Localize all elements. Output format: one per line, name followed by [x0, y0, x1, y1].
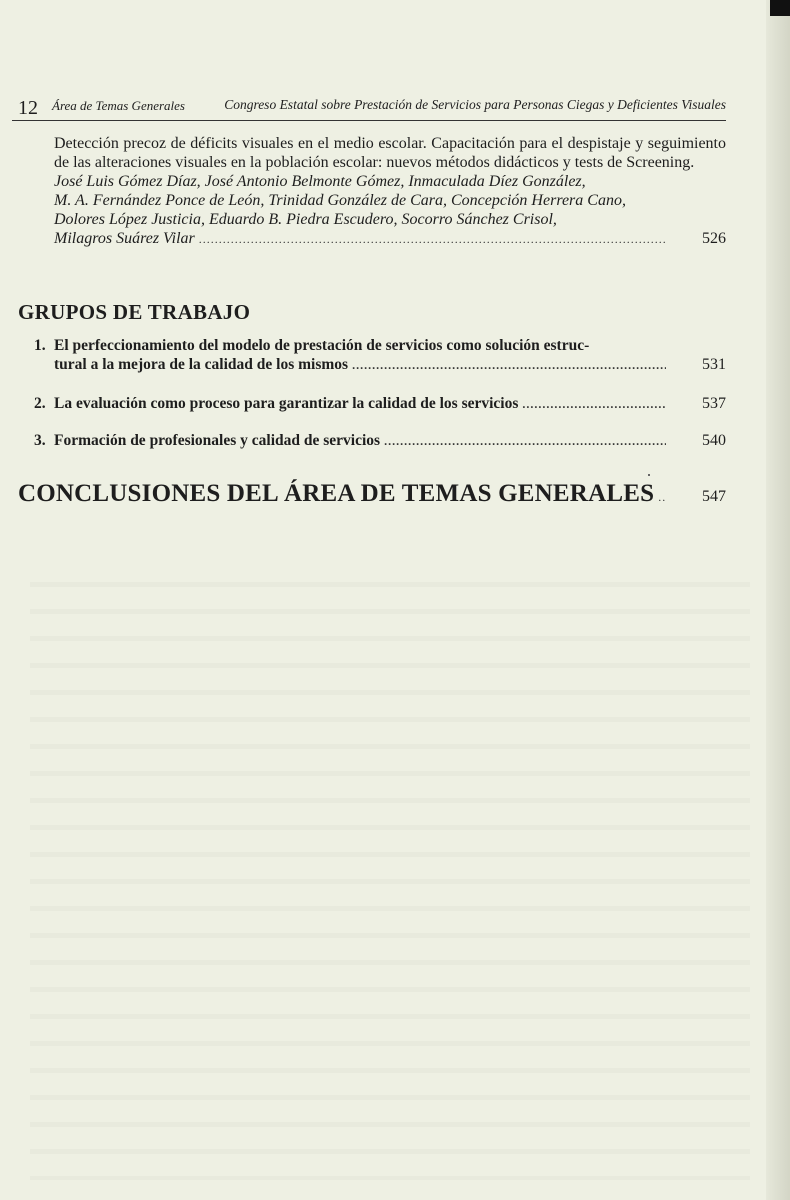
conclusions-page: 547 [702, 488, 726, 505]
conclusions-leader-row [18, 480, 726, 508]
toc-entry-group-1 [34, 336, 726, 375]
dot-leader [199, 230, 666, 249]
corner-mark [770, 0, 790, 16]
toc-entry-conclusions [18, 480, 726, 508]
item-page: 531 [702, 356, 726, 373]
entry-author-last-row [54, 229, 726, 249]
item-leader-row [54, 394, 726, 414]
item-title-line: El perfeccionamiento del modelo de prestación de servicios como solución estruc- [54, 337, 590, 354]
item-number: 2. [34, 395, 46, 412]
dot-leader [658, 490, 666, 505]
item-number: 3. [34, 432, 46, 449]
item-title-line: Formación de profesionales y calidad de servicios [54, 432, 381, 449]
print-speck [648, 474, 650, 476]
toc-entry-group-2 [34, 394, 726, 414]
entry-author-line: Dolores López Justicia, Eduardo B. Piedra Escudero, Socorro Sánchez Crisol, [54, 211, 557, 228]
conclusions-title: CONCLUSIONES DEL ÁREA DE TEMAS GENERALES [18, 480, 655, 507]
entry-author-line: José Luis Gómez Díaz, José Antonio Belmonte Gómez, Inmaculada Díez González, [54, 173, 586, 190]
running-header [12, 94, 726, 121]
page-number: 12 [18, 97, 38, 119]
toc-entry-screening [54, 134, 726, 249]
item-number: 1. [34, 337, 46, 354]
item-leader-row [54, 355, 726, 375]
section-name: Área de Temas Generales [52, 98, 185, 113]
entry-author-line: M. A. Fernández Ponce de León, Trinidad González de Cara, Concepción Herrera Cano, [54, 192, 626, 209]
item-title-line: La evaluación como proceso para garantizar la calidad de los servicios [54, 395, 519, 412]
entry-author-line: Milagros Suárez Vilar [54, 230, 195, 247]
entry-page: 526 [702, 230, 726, 247]
item-page: 540 [702, 432, 726, 449]
dot-leader [384, 432, 666, 451]
page-edge [766, 0, 790, 1200]
entry-title: Detección precoz de déficits visuales en el medio escolar. Capacitación para el despistaje y seguimiento de las alteraciones visuales en la población escolar: nuevos métodos didácticos y tests de Screening. [54, 135, 726, 171]
item-title-line: tural a la mejora de la calidad de los mismos [54, 356, 349, 373]
item-leader-row [54, 431, 726, 451]
toc-entry-group-3 [34, 431, 726, 451]
dot-leader [522, 395, 666, 414]
congress-title: Congreso Estatal sobre Prestación de Servicios para Personas Ciegas y Deficientes Visuales [224, 97, 726, 112]
item-page: 537 [702, 395, 726, 412]
working-groups-heading: GRUPOS DE TRABAJO [18, 300, 251, 324]
dot-leader [352, 356, 666, 375]
show-through-text [30, 560, 750, 1180]
